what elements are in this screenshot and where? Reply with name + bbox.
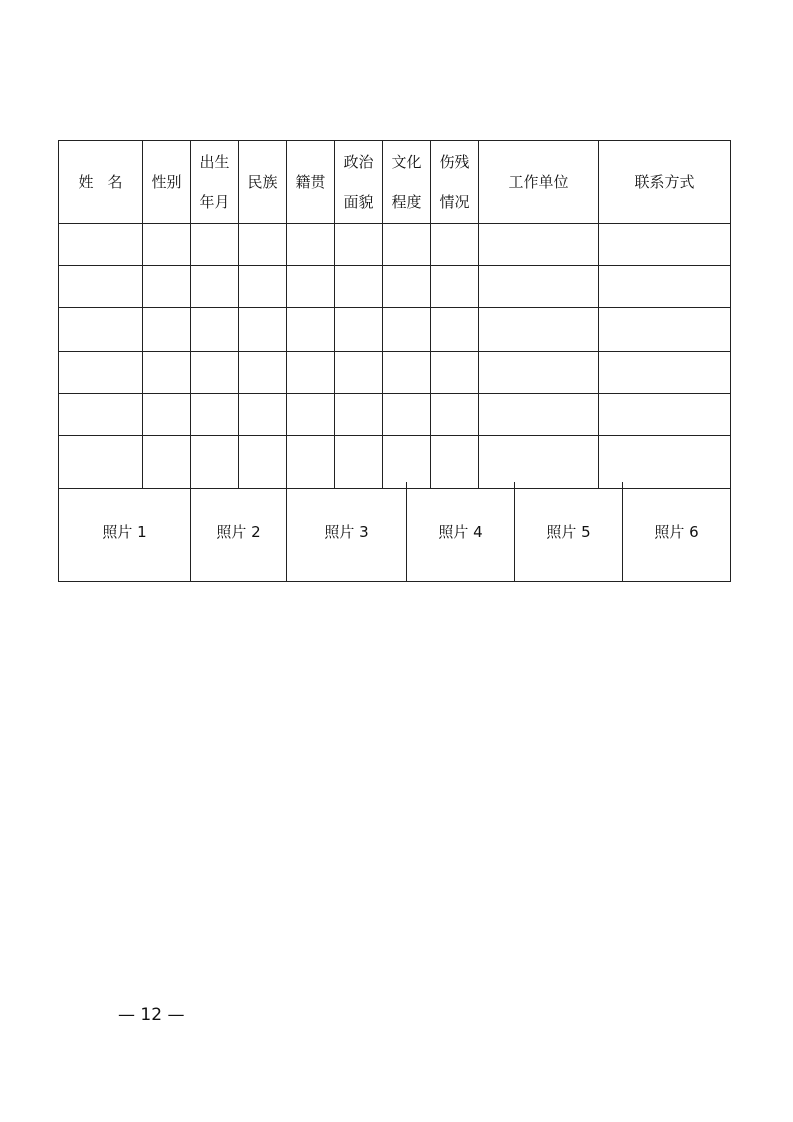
table-cell[interactable] (335, 224, 383, 266)
header-name: 姓名 (59, 141, 143, 224)
table-cell[interactable] (335, 266, 383, 308)
photo-cell-2: 照片 2 (191, 482, 287, 582)
table-cell[interactable] (143, 308, 191, 352)
photo-cell-3: 照片 3 (287, 482, 407, 582)
table-cell[interactable] (287, 352, 335, 394)
table-cell[interactable] (479, 394, 599, 436)
table-cell[interactable] (59, 394, 143, 436)
table-row (59, 436, 731, 489)
table-cell[interactable] (479, 266, 599, 308)
table-cell[interactable] (59, 436, 143, 489)
table-cell[interactable] (239, 224, 287, 266)
table-cell[interactable] (383, 224, 431, 266)
header-political-status: 政治 面貌 (335, 141, 383, 224)
photo-row (59, 482, 731, 582)
table-cell[interactable] (335, 394, 383, 436)
table-cell[interactable] (431, 266, 479, 308)
table-cell[interactable] (599, 352, 731, 394)
registration-table (58, 140, 731, 489)
table-cell[interactable] (335, 352, 383, 394)
header-birth-date: 出生 年月 (191, 141, 239, 224)
header-ethnicity: 民族 (239, 141, 287, 224)
table-cell[interactable] (383, 266, 431, 308)
table-row (59, 394, 731, 436)
table-cell[interactable] (143, 224, 191, 266)
table-row (59, 352, 731, 394)
table-cell[interactable] (287, 308, 335, 352)
table-cell[interactable] (335, 436, 383, 489)
table-cell[interactable] (191, 436, 239, 489)
header-education: 文化 程度 (383, 141, 431, 224)
table-cell[interactable] (431, 308, 479, 352)
table-cell[interactable] (287, 436, 335, 489)
table-cell[interactable] (143, 436, 191, 489)
table-cell[interactable] (335, 308, 383, 352)
table-cell[interactable] (191, 266, 239, 308)
table-cell[interactable] (239, 436, 287, 489)
header-gender: 性别 (143, 141, 191, 224)
table-cell[interactable] (143, 394, 191, 436)
table-cell[interactable] (239, 352, 287, 394)
table-row (59, 308, 731, 352)
table-cell[interactable] (383, 308, 431, 352)
table-cell[interactable] (191, 352, 239, 394)
table-row (59, 266, 731, 308)
table-cell[interactable] (191, 308, 239, 352)
table-cell[interactable] (287, 224, 335, 266)
table-cell[interactable] (59, 308, 143, 352)
table-cell[interactable] (383, 352, 431, 394)
table-cell[interactable] (479, 436, 599, 489)
photo-cell-5: 照片 5 (515, 482, 623, 582)
photo-cell-6: 照片 6 (623, 482, 731, 582)
table-cell[interactable] (479, 224, 599, 266)
table-cell[interactable] (431, 436, 479, 489)
table-cell[interactable] (431, 352, 479, 394)
table-cell[interactable] (191, 394, 239, 436)
table-cell[interactable] (599, 436, 731, 489)
table-cell[interactable] (239, 308, 287, 352)
table-cell[interactable] (143, 266, 191, 308)
table-cell[interactable] (59, 224, 143, 266)
page-number: — 12 — (118, 1005, 185, 1025)
table-cell[interactable] (239, 266, 287, 308)
table-cell[interactable] (599, 394, 731, 436)
table-cell[interactable] (191, 224, 239, 266)
table-cell[interactable] (287, 394, 335, 436)
table-cell[interactable] (59, 352, 143, 394)
table-cell[interactable] (383, 436, 431, 489)
table-cell[interactable] (599, 224, 731, 266)
table-cell[interactable] (479, 308, 599, 352)
header-contact: 联系方式 (599, 141, 731, 224)
photo-cell-1: 照片 1 (59, 482, 191, 582)
table-cell[interactable] (59, 266, 143, 308)
table-cell[interactable] (287, 266, 335, 308)
photo-cell-4: 照片 4 (407, 482, 515, 582)
header-disability: 伤残 情况 (431, 141, 479, 224)
header-work-unit: 工作单位 (479, 141, 599, 224)
header-native-place: 籍贯 (287, 141, 335, 224)
table-body (59, 224, 731, 489)
table-cell[interactable] (239, 394, 287, 436)
table-cell[interactable] (431, 394, 479, 436)
table-cell[interactable] (431, 224, 479, 266)
table-cell[interactable] (383, 394, 431, 436)
table-row (59, 224, 731, 266)
table-cell[interactable] (143, 352, 191, 394)
photo-table (58, 482, 731, 582)
table-cell[interactable] (599, 308, 731, 352)
table-cell[interactable] (599, 266, 731, 308)
table-cell[interactable] (479, 352, 599, 394)
header-row (59, 141, 731, 224)
